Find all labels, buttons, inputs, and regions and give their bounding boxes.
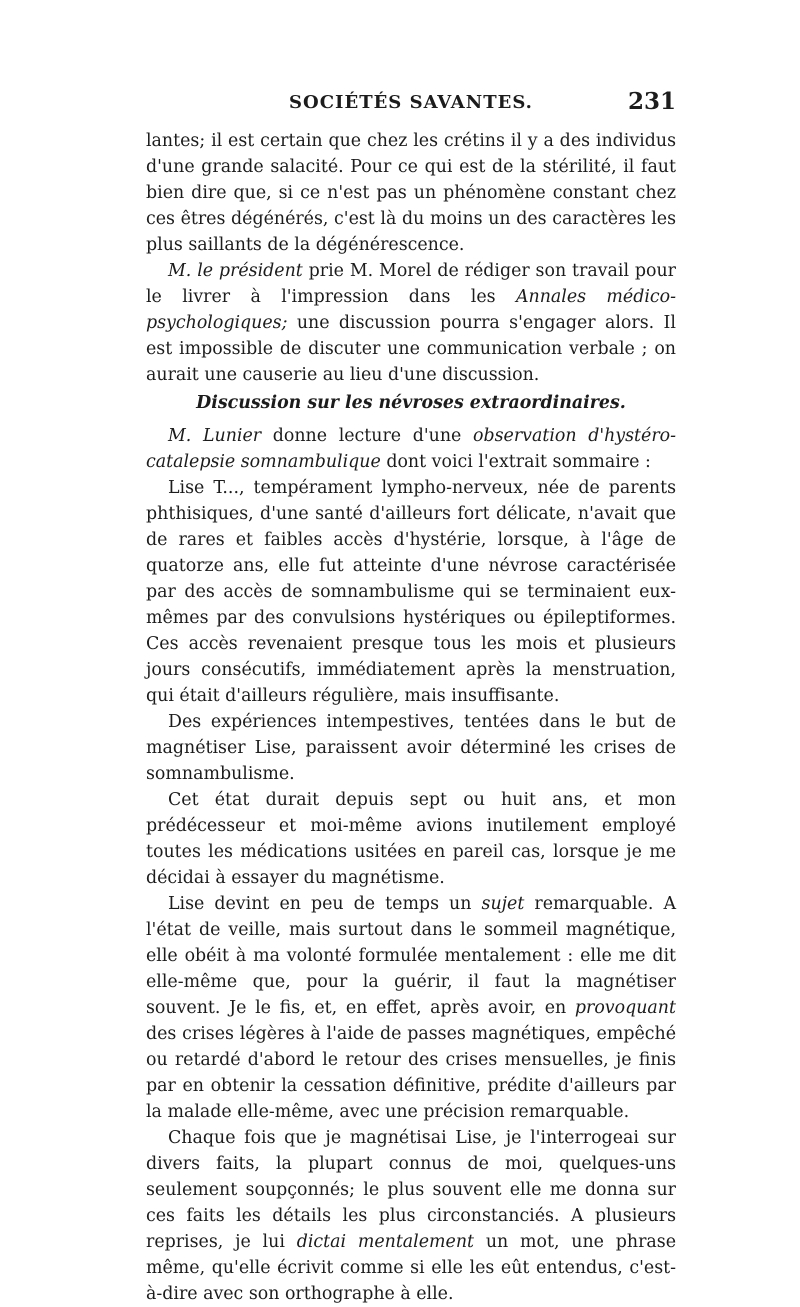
book-page	[146, 82, 676, 1307]
words-dictai-mentalement: dictai mentalement	[296, 1232, 475, 1252]
paragraph-7-text-a: Lise devint en peu de temps un	[168, 894, 482, 914]
paragraph-6: Cet état durait depuis sept ou huit ans, et mon prédécesseur et moi-même avions inutilement employé toutes les médications usitées en pareil cas, lorsque je me décidai à essayer du magnétisme.	[146, 790, 676, 888]
paragraph-3	[146, 423, 676, 475]
section-heading: Discussion sur les névroses extraordinaires.	[196, 393, 626, 413]
paragraph-8-text-a: Chaque fois que je magnétisai Lise, je l'interrogeai sur divers faits, la plupart connus de moi, quelques-uns seulement soupçonnés; le plus souvent elle me donna sur ces faits les détails les plus circonstanciés. A plusieurs reprises, je lui	[146, 1128, 676, 1252]
paragraph-5: Des expériences intempestives, tentées dans le but de magnétiser Lise, paraissent avoir déterminé les crises de somnambulisme.	[146, 712, 676, 784]
running-head	[146, 82, 676, 128]
paragraph-2-text-b: une discussion pourra s'engager alors. Il est impossible de discuter une communication verbale ; on aurait une causerie au lieu d'une discussion.	[146, 313, 676, 385]
paragraph-8	[146, 1125, 676, 1307]
paragraph-1: lantes; il est certain que chez les crétins il y a des individus d'une grande salacité. Pour ce qui est de la stérilité, il faut bien dire que, si ce n'est pas un phénomène constant chez ces êtres dégénérés, c'est là du moins un des caractères les plus saillants de la dégénérescence.	[146, 131, 676, 255]
paragraph-4: Lise T..., tempérament lympho-nerveux, née de parents phthisiques, d'une santé d'ailleurs fort délicate, n'avait que de rares et faibles accès d'hystérie, lorsque, à l'âge de quatorze ans, elle fut atteinte d'une névrose caractérisée par des accès de somnambulisme qui se terminaient eux-mêmes par des convulsions hystériques ou épileptiformes. Ces accès revenaient presque tous les mois et plusieurs jours consécutifs, immédiatement après la menstruation, qui était d'ailleurs régulière, mais insuffisante.	[146, 478, 676, 706]
paragraph-3-text-a: donne lecture d'une	[261, 426, 473, 446]
word-sujet: sujet	[481, 894, 525, 914]
paragraph-7-text-b: remarquable. A l'état de veille, mais surtout dans le sommeil magnétique, elle obéit à ma volonté formulée mentalement : elle me dit elle-même que, pour la guérir, il faut la magnétiser souvent. Je le fis, et, en effet, après avoir, en	[146, 894, 676, 1018]
paragraph-2	[146, 258, 676, 388]
journal-title: Annales médico-psychologiques;	[146, 287, 676, 333]
paragraph-8-text-b: un mot, une phrase même, qu'elle écrivit comme si elle les eût entendus, c'est-à-dire avec son orthographe à elle.	[146, 1232, 677, 1304]
speaker-lunier: M. Lunier	[168, 426, 262, 446]
speaker-president: M. le président	[168, 261, 303, 281]
running-title: SOCIÉTÉS SAVANTES.	[289, 92, 533, 113]
paragraph-2-text-a: prie M. Morel de rédiger son travail pour le livrer à l'impression dans les	[146, 261, 676, 307]
body-text	[146, 128, 676, 1307]
paragraph-3-text-b: dont voici l'extrait sommaire :	[380, 452, 651, 472]
paragraph-7	[146, 891, 676, 1125]
observation-title: observation d'hystéro-catalepsie somnambulique	[146, 426, 676, 472]
page-number: 231	[627, 88, 676, 115]
word-provoquant: provoquant	[574, 998, 676, 1018]
paragraph-7-text-c: des crises légères à l'aide de passes magnétiques, empêché ou retardé d'abord le retour des crises mensuelles, je finis par en obtenir la cessation définitive, prédite d'ailleurs par la malade elle-même, avec une précision remarquable.	[146, 1024, 676, 1122]
